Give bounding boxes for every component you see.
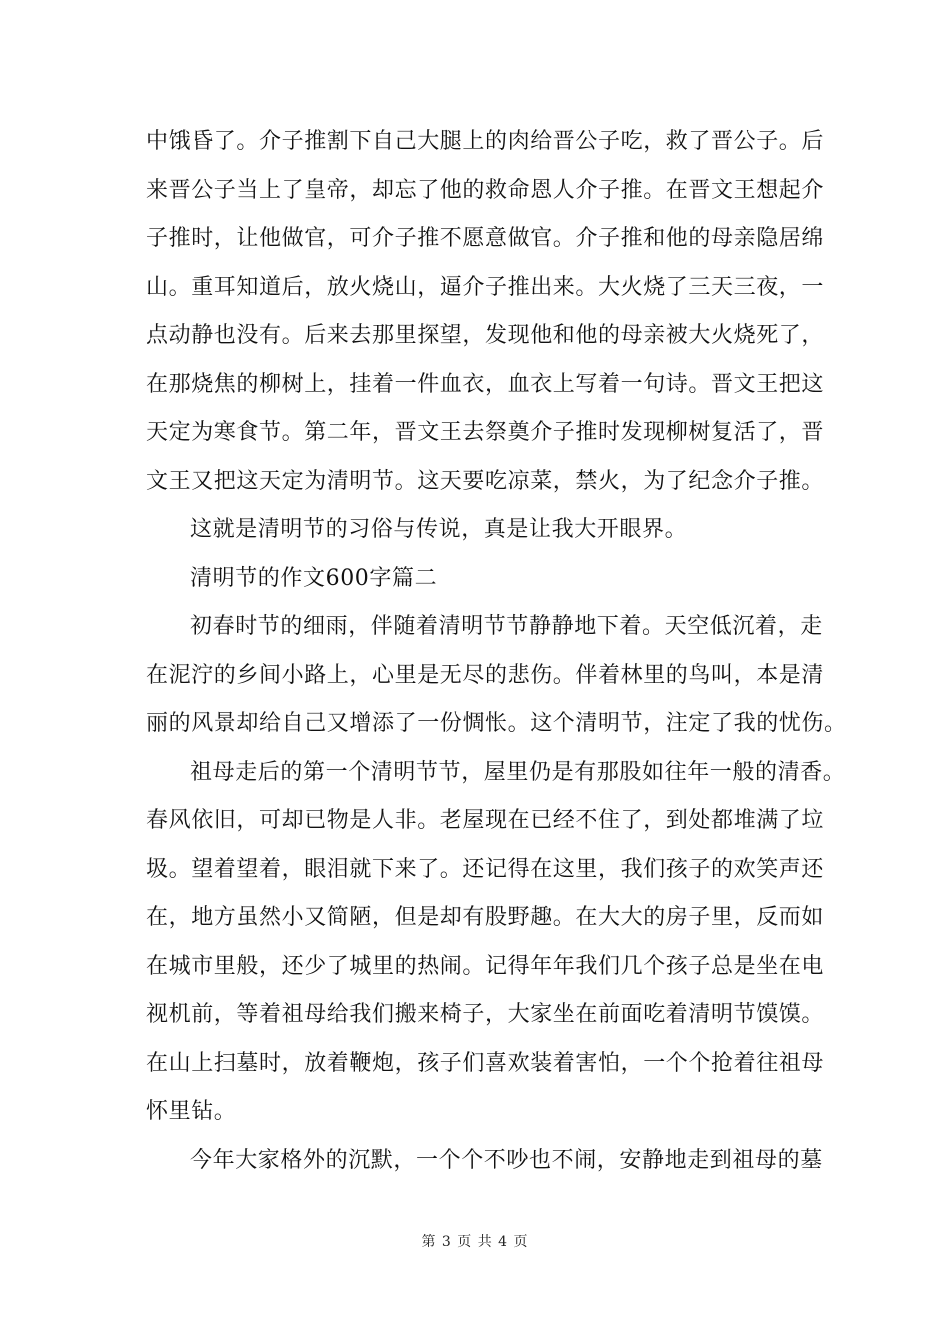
paragraph-start-line: 初春时节的细雨，伴随着清明节节静静地下着。天空低沉着，走 [190,614,823,639]
paragraph-start-line: 祖母走后的第一个清明节节，屋里仍是有那股如往年一般的清香。 [190,759,846,785]
text-line: 子推时，让他做官，可介子推不愿意做官。介子推和他的母亲隐居绵 [146,226,825,251]
paragraph-start-line: 这就是清明节的习俗与传说，真是让我大开眼界。 [190,517,688,542]
text-line: 在，地方虽然小又简陋，但是却有股野趣。在大大的房子里，反而如 [146,905,825,930]
text-line: 天定为寒食节。第二年，晋文王去祭奠介子推时发现柳树复活了，晋 [146,420,825,445]
text-line: 视机前，等着祖母给我们搬来椅子，大家坐在前面吃着清明节馍馍。 [146,1002,825,1027]
paragraph-start-line: 今年大家格外的沉默，一个个不吵也不闹，安静地走到祖母的墓 [190,1147,823,1173]
section-heading: 清明节的作文600字篇二 [190,565,438,591]
text-line: 中饿昏了。介子推割下自己大腿上的肉给晋公子吃，救了晋公子。后 [146,129,825,154]
text-line: 来晋公子当上了皇帝，却忘了他的救命恩人介子推。在晋文王想起介 [146,177,825,203]
document-body [146,118,847,1185]
text-line: 在那烧焦的柳树上，挂着一件血衣，血衣上写着一句诗。晋文王把这 [146,371,825,397]
page-number-footer: 第 3 页 共 4 页 [421,1234,529,1250]
text-line: 圾。望着望着，眼泪就下来了。还记得在这里，我们孩子的欢笑声还 [146,856,825,882]
text-line: 怀里钻。 [146,1099,237,1124]
text-line: 在城市里般，还少了城里的热闹。记得年年我们几个孩子总是坐在电 [146,953,825,979]
text-line: 在泥泞的乡间小路上，心里是无尽的悲伤。伴着林里的鸟叫，本是清 [146,662,825,688]
text-line: 文王又把这天定为清明节。这天要吃凉菜，禁火，为了纪念介子推。 [146,468,825,494]
text-line: 点动静也没有。后来去那里探望，发现他和他的母亲被大火烧死了， [146,323,825,348]
text-line: 山。重耳知道后，放火烧山，逼介子推出来。大火烧了三天三夜，一 [146,274,825,300]
text-line: 春风依旧，可却已物是人非。老屋现在已经不住了，到处都堆满了垃 [146,808,825,833]
text-line: 丽的风景却给自己又增添了一份惆怅。这个清明节，注定了我的忧伤。 [146,711,847,736]
text-line: 在山上扫墓时，放着鞭炮，孩子们喜欢装着害怕，一个个抢着往祖母 [146,1050,825,1076]
